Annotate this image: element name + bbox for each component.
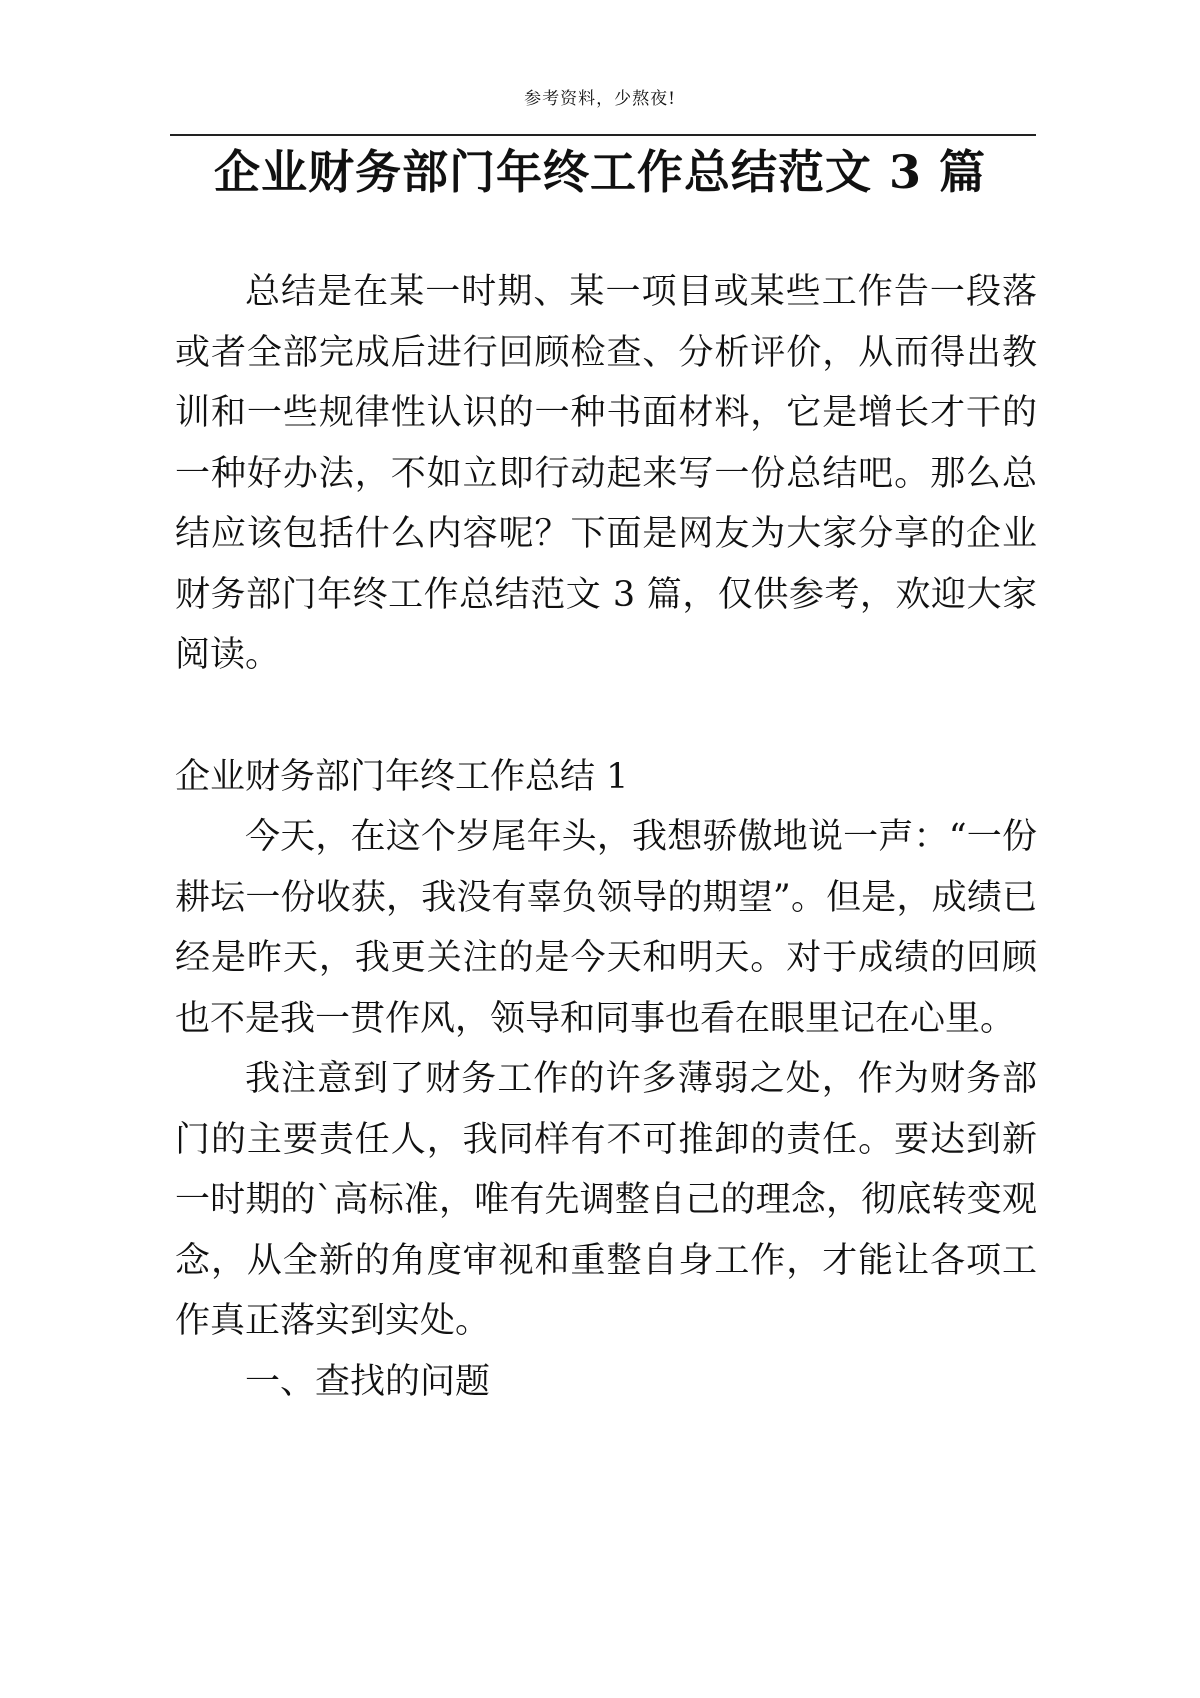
document-title: 企业财务部门年终工作总结范文 3 篇	[213, 145, 987, 199]
body-paragraph-1: 今天，在这个岁尾年头，我想骄傲地说一声：“一份耕坛一份收获，我没有辜负领导的期望”。但是，成绩已经是昨天，我更关注的是今天和明天。对于成绩的回顾也不是我一贯作风，领导和同事也看在眼里记在心里。	[175, 817, 1037, 1039]
subheading: 一、查找的问题	[245, 1361, 491, 1402]
body-paragraph-2: 我注意到了财务工作的许多薄弱之处，作为财务部门的主要责任人，我同样有不可推卸的责任。要达到新一时期的`高标准，唯有先调整自己的理念，彻底转变观念，从全新的角度审视和重整自身工作，才能让各项工作真正落实到实处。	[175, 1059, 1037, 1341]
header-divider	[170, 134, 1036, 136]
document-body	[175, 262, 1037, 1412]
paragraph-gap	[175, 686, 1037, 747]
section-title: 企业财务部门年终工作总结 1	[175, 756, 629, 797]
header-note: 参考资料，少熬夜!	[524, 89, 676, 109]
intro-paragraph: 总结是在某一时期、某一项目或某些工作告一段落或者全部完成后进行回顾检查、分析评价，从而得出教训和一些规律性认识的一种书面材料，它是增长才干的一种好办法，不如立即行动起来写一份总结吧。那么总结应该包括什么内容呢？下面是网友为大家分享的企业财务部门年终工作总结范文 3 篇，仅供参考，欢迎大家阅读。	[175, 272, 1037, 675]
